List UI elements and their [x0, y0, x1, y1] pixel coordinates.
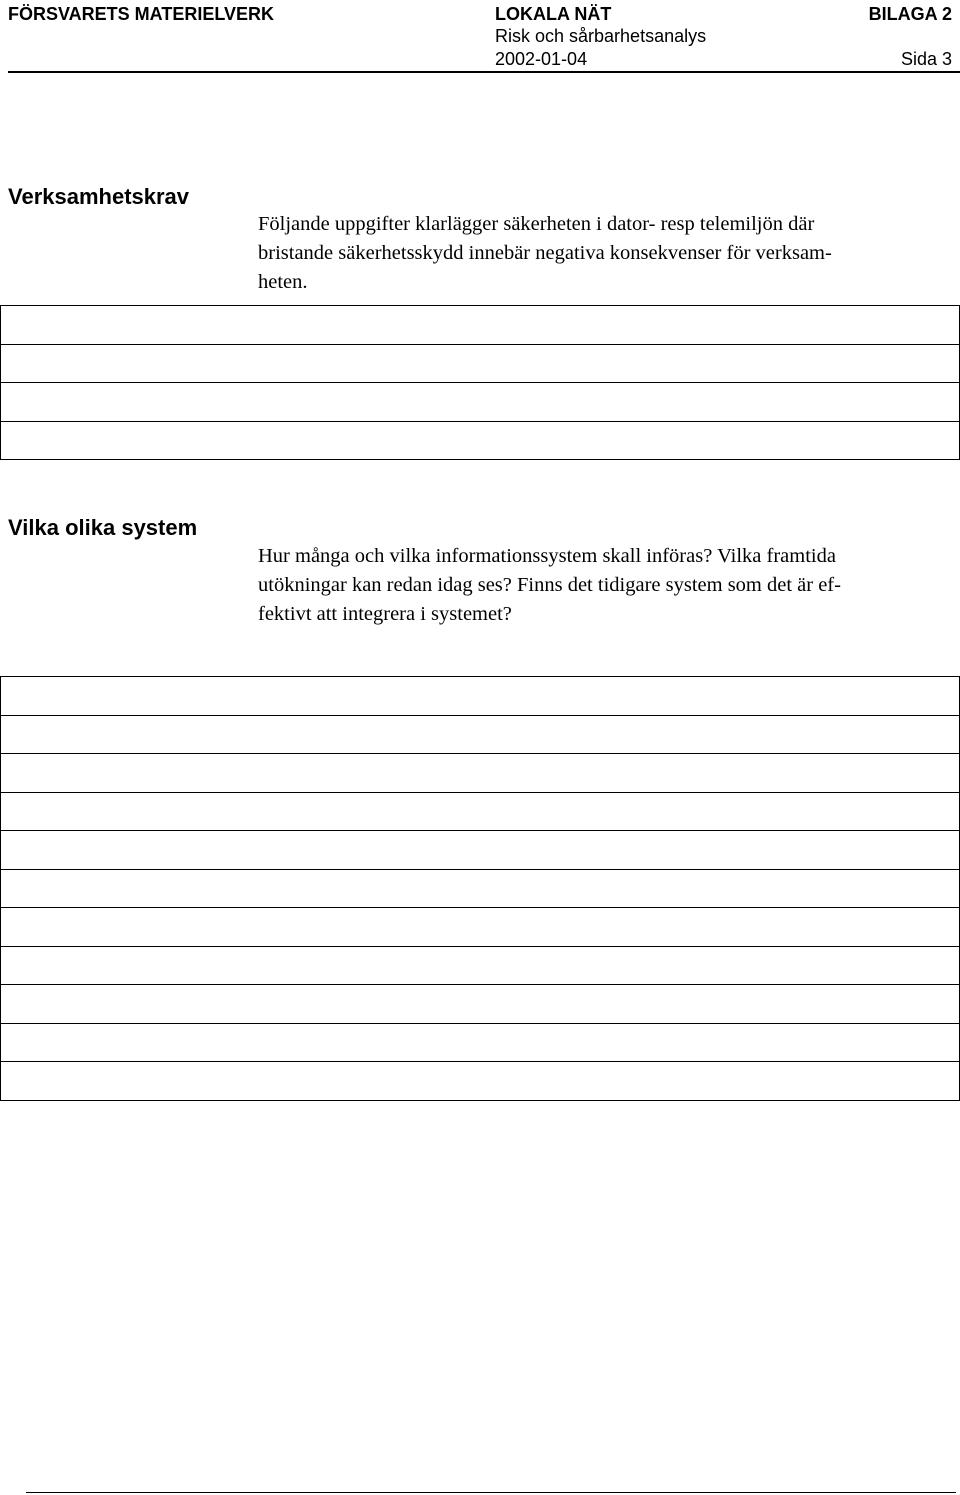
- section-heading-verksamhetskrav: Verksamhetskrav: [8, 184, 190, 209]
- text-line: fektivt att integrera i systemet?: [258, 603, 512, 625]
- answer-cell[interactable]: [1, 715, 960, 754]
- text-line: Hur många och vilka informationssystem skall införas? Vilka framtida: [258, 545, 836, 567]
- section-text-verksamhetskrav: [258, 210, 938, 297]
- appendix-label: BILAGA 2: [868, 4, 952, 24]
- answer-cell[interactable]: [1, 946, 960, 985]
- answer-row: [1, 831, 960, 870]
- answer-row: [1, 383, 960, 422]
- answer-row: [1, 754, 960, 793]
- organization-name: FÖRSVARETS MATERIELVERK: [8, 4, 275, 24]
- answer-cell[interactable]: [1, 383, 960, 422]
- answer-row: [1, 306, 960, 345]
- text-line: heten.: [258, 271, 308, 293]
- answer-row: [1, 946, 960, 985]
- answer-row: [1, 869, 960, 908]
- answer-cell[interactable]: [1, 344, 960, 383]
- answer-row: [1, 421, 960, 460]
- answer-cell[interactable]: [1, 792, 960, 831]
- project-title: LOKALA NÄT: [495, 4, 612, 24]
- answer-cell[interactable]: [1, 985, 960, 1024]
- answer-cell[interactable]: [1, 677, 960, 716]
- answer-row: [1, 908, 960, 947]
- text-line: bristande säkerhetsskydd innebär negativa konsekvenser för verksam-: [258, 242, 832, 264]
- text-line: Följande uppgifter klarlägger säkerheten i dator- resp telemiljön där: [258, 213, 815, 235]
- answer-row: [1, 1062, 960, 1101]
- section-text-vilka-olika-system: [258, 542, 938, 629]
- answer-row: [1, 715, 960, 754]
- answer-cell[interactable]: [1, 754, 960, 793]
- answer-cell[interactable]: [1, 306, 960, 345]
- document-date: 2002-01-04: [495, 49, 588, 69]
- answer-cell[interactable]: [1, 1023, 960, 1062]
- header-rule: [8, 71, 960, 73]
- answer-table-vilka-olika-system: [0, 676, 960, 1101]
- page-number: Sida 3: [900, 49, 952, 69]
- answer-row: [1, 792, 960, 831]
- text-line: utökningar kan redan idag ses? Finns det tidigare system som det är ef-: [258, 574, 841, 596]
- answer-row: [1, 344, 960, 383]
- answer-cell[interactable]: [1, 908, 960, 947]
- section-heading-vilka-olika-system: Vilka olika system: [8, 515, 198, 540]
- answer-table-verksamhetskrav: [0, 305, 960, 460]
- answer-cell[interactable]: [1, 1062, 960, 1101]
- answer-row: [1, 1023, 960, 1062]
- answer-cell[interactable]: [1, 831, 960, 870]
- answer-row: [1, 677, 960, 716]
- answer-cell[interactable]: [1, 869, 960, 908]
- answer-row: [1, 985, 960, 1024]
- document-subtitle: Risk och sårbarhetsanalys: [495, 26, 707, 46]
- answer-cell[interactable]: [1, 421, 960, 460]
- footer-rule: [26, 1492, 956, 1493]
